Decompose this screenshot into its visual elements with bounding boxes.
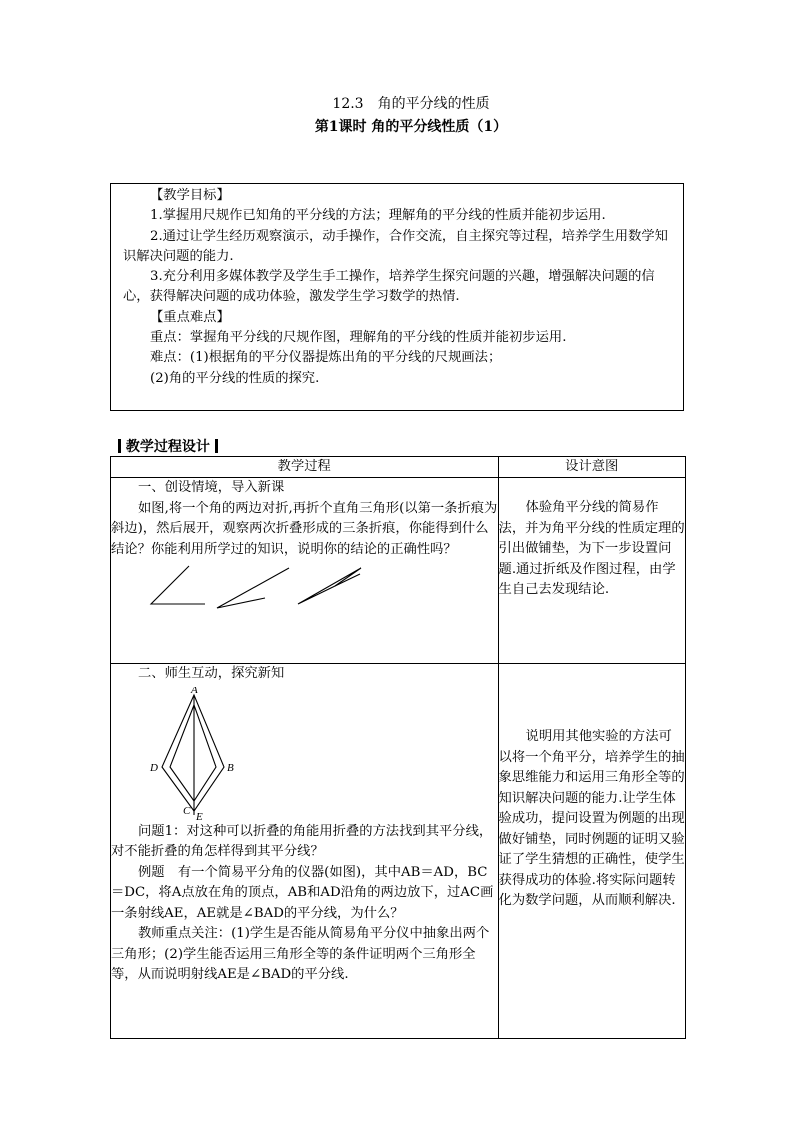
difficulty-point: 难点：(1)根据角的平分仪器提炼出角的平分线的尺规画法； (150, 350, 502, 366)
lesson-subtitle: 第1课时 角的平分线性质（1） (314, 119, 508, 135)
section-bar-right (215, 439, 218, 453)
label-e: E (196, 810, 203, 822)
section-label-text: 教学过程设计 (125, 439, 210, 455)
title-block (0, 92, 794, 138)
goals-heading: 【教学目标】 (150, 188, 230, 203)
table-row (111, 664, 686, 1039)
goal-item-3: 3.充分利用多媒体教学及学生手工操作，培养学生探究问题的兴趣，增强解决问题的信心，获得解决问题的成功体验，激发学生学习数学的热情. (123, 269, 655, 305)
goal-item-1: 1.掌握用尺规作已知角的平分线的方法；理解角的平分线的性质并能初步运用. (150, 208, 606, 224)
intent-cell-2 (498, 664, 685, 1039)
row1-intent: 体验角平分线的简易作法，并为角平分线的性质定理的引出做铺垫，为下一步设置问题.通过折纸及作图过程，由学生自己去发现结论. (498, 500, 685, 597)
key-point: 重点：掌握角平分线的尺规作图，理解角的平分线的性质并能初步运用. (150, 330, 567, 346)
header-intent: 设计意图 (498, 457, 685, 478)
angle-figure-2 (217, 568, 289, 608)
angle-figure-1 (151, 566, 205, 604)
process-table (110, 456, 686, 1039)
label-c: C (183, 804, 191, 817)
section-label (118, 436, 218, 456)
row1-text: 如图,将一个角的两边对折,再折个直角三角形(以第一条折痕为斜边)，然后展开，观察两次折叠形成的三条折痕，你能得到什么结论？你能利用所学过的知识，说明你的结论的正确性吗？ (111, 500, 498, 557)
section-bar-left (118, 439, 121, 453)
example-text: 例题 有一个简易平分角的仪器(如图)，其中AB＝AD，BC＝DC，将A点放在角的顶点，AB和AD沿角的两边放下，过AC画一条射线AE，AE就是∠BAD的平分线，为什么？ (111, 864, 494, 921)
teacher-focus: 教师重点关注：(1)学生是否能从简易角平分仪中抽象出两个三角形；(2)学生能否运用三角形全等的条件证明两个三角形全等，从而说明射线AE是∠BAD的平分线. (111, 926, 490, 982)
question-1: 问题1：对这种可以折叠的角能用折叠的方法找到其平分线，对不能折叠的角怎样得到其平分线？ (111, 823, 493, 859)
kite-outer (162, 695, 224, 811)
goals-box (110, 183, 684, 411)
folding-angle-figures (139, 564, 369, 624)
label-b: B (227, 761, 234, 774)
row2-heading: 二、师生互动，探究新知 (138, 666, 285, 681)
process-cell-2 (111, 664, 499, 1039)
intent-cell-1 (498, 478, 685, 664)
label-d: D (150, 761, 158, 774)
row2-intent: 说明用其他实验的方法可以将一个角平分，培养学生的抽象思维能力和运用三角形全等的知识解决问题的能力.让学生体验成功，提问设置为例题的出现做好铺垫，同时例题的证明又验证了学生猜想的正确性，使学生获得成功的体验.将实际问题转化为数学问题，从而顺利解决. (498, 729, 685, 908)
goal-item-2: 2.通过让学生经历观察演示，动手操作，合作交流，自主探究等过程，培养学生用数学知识解决问题的能力. (123, 228, 668, 264)
table-header-row (111, 457, 686, 478)
lesson-title: 12.3 角的平分线的性质 (332, 96, 490, 112)
label-a: A (191, 686, 198, 696)
process-cell-1 (111, 478, 499, 664)
triangle-figure-3 (298, 568, 361, 604)
table-row (111, 478, 686, 664)
header-process: 教学过程 (111, 457, 499, 478)
angle-bisector-instrument-figure (146, 687, 246, 822)
row1-heading: 一、创设情境，导入新课 (138, 480, 285, 495)
keypoints-heading: 【重点难点】 (150, 309, 230, 325)
difficulty-point-2: (2)角的平分线的性质的探究. (150, 370, 320, 386)
